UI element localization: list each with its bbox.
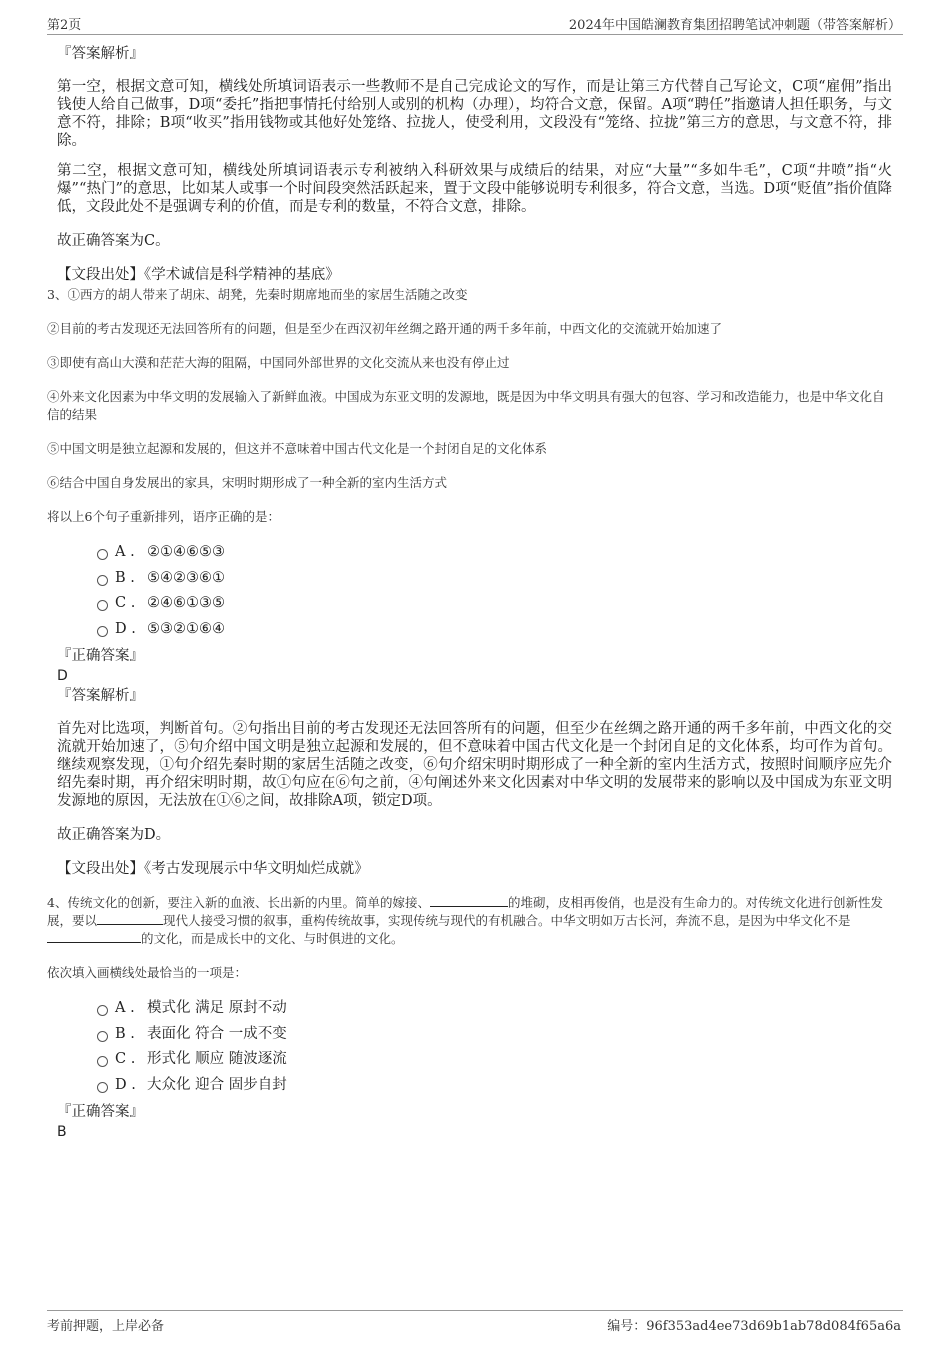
q4-option-c[interactable] xyxy=(97,1047,892,1073)
option-letter: C . xyxy=(115,595,136,611)
radio-icon[interactable] xyxy=(97,1056,108,1067)
radio-icon[interactable] xyxy=(97,1005,108,1016)
radio-icon[interactable] xyxy=(97,1082,108,1093)
q3-answer: D xyxy=(57,668,68,684)
q3-option-c[interactable] xyxy=(97,591,892,617)
document-body xyxy=(47,44,892,1142)
option-letter: B . xyxy=(115,569,135,586)
option-text: ⑤③②①⑥④ xyxy=(147,620,225,637)
radio-icon[interactable] xyxy=(97,600,108,611)
option-letter: A . xyxy=(115,1000,135,1016)
option-letter: D . xyxy=(115,1076,136,1093)
page-header xyxy=(47,12,903,35)
q4-blank-3[interactable] xyxy=(47,930,141,943)
q4-blank-2[interactable] xyxy=(97,912,163,925)
radio-icon[interactable] xyxy=(97,626,108,637)
q3-line: ④外来文化因素为中华文明的发展输入了新鲜血液。中国成为东亚文明的发源地，既是因为中华文明具有强大的包容、学习和改造能力，也是中华文化自信的结果 xyxy=(47,389,885,422)
q3-analysis-label: 『答案解析』 xyxy=(57,688,144,704)
option-text: 大众化 迎合 固步自封 xyxy=(147,1076,287,1093)
q4-answer-label: 『正确答案』 xyxy=(57,1104,144,1120)
option-text: ②①④⑥⑤③ xyxy=(147,544,225,560)
q4-text-d: 的文化，而是成长中的文化、与时俱进的文化。 xyxy=(141,931,404,946)
q3-conclusion: 故正确答案为D。 xyxy=(57,827,171,843)
document-id: 编号：96f353ad4ee73d69b1ab78d084f65a6a xyxy=(607,1319,901,1334)
option-text: ⑤④②③⑥① xyxy=(147,569,225,586)
q3-option-d[interactable] xyxy=(97,617,892,643)
option-text: 形式化 顺应 随波逐流 xyxy=(147,1051,287,1067)
page-number: 第2页 xyxy=(47,18,82,33)
option-text: 模式化 满足 原封不动 xyxy=(147,1000,287,1016)
q3-option-b[interactable] xyxy=(97,566,892,592)
q4-question xyxy=(47,894,892,948)
q4-answer: B xyxy=(57,1124,67,1140)
radio-icon[interactable] xyxy=(97,549,108,560)
option-letter: C . xyxy=(115,1051,136,1067)
radio-icon[interactable] xyxy=(97,575,108,586)
option-text: 表面化 符合 一成不变 xyxy=(147,1025,287,1042)
q3-line: ②目前的考古发现还无法回答所有的问题，但是至少在西汉初年丝绸之路开通的两千多年前，中西文化的交流就开始加速了 xyxy=(47,321,723,336)
option-letter: B . xyxy=(115,1025,135,1042)
q3-analysis: 首先对比选项，判断首句。②句指出目前的考古发现还无法回答所有的问题，但至少在丝绸之路开通的两千多年前，中西文化的交流就开始加速了，⑤句介绍中国文明是独立起源和发展的，但不意味着中国古代文化是一个封闭自足的文化体系，均可作为首句。继续观察发现，①句介绍先秦时期的家居生活随之改变，⑥句介绍宋明时期形成了一种全新的室内生活方式，按照时间顺序应先介绍先秦时期，再介绍宋明时期，故①句应在⑥句之前，④句阐述外来文化因素对中华文明的发展带来的影响以及中国成为东亚文明发源地的原因，无法放在①⑥之间，故排除A项，锁定D项。 xyxy=(57,721,892,809)
q4-text-b: 的堆砌，皮相再俊俏，也是没有生命力的。对传统文化进行创新性发展，要以 xyxy=(47,895,883,928)
q2-analysis-label: 『答案解析』 xyxy=(57,46,144,62)
q4-option-d[interactable] xyxy=(97,1073,892,1099)
q3-options xyxy=(97,540,892,642)
q4-prompt: 依次填入画横线处最恰当的一项是： xyxy=(47,965,248,980)
q2-analysis-para2: 第二空，根据文意可知，横线处所填词语表示专利被纳入科研效果与成绩后的结果，对应“大量”“多如牛毛”，C项“井喷”指“火爆”“热门”的意思，比如某人或事一个时间段突然活跃起来，置于文段中能够说明专利很多，符合文意，当选。D项“贬值”指价值降低，文段此处不是强调专利的价值，而是专利的数量，不符合文意，排除。 xyxy=(57,163,892,215)
q4-option-a[interactable] xyxy=(97,996,892,1022)
option-letter: A . xyxy=(115,544,135,560)
q2-analysis-para1: 第一空，根据文意可知，横线处所填词语表示一些教师不是自己完成论文的写作，而是让第三方代替自己写论文，C项“雇佣”指出钱使人给自己做事，D项“委托”指把事情托付给别人或别的机构（办理），均符合文意，保留。A项“聘任”指邀请人担任职务，与文意不符，排除；B项“收买”指用钱物或其他好处笼络、拉拢人，使受利用，文段没有“笼络、拉拢”第三方的意思，与文意不符，排除。 xyxy=(57,79,892,149)
q3-line: ⑥结合中国自身发展出的家具，宋明时期形成了一种全新的室内生活方式 xyxy=(47,475,448,490)
q3-option-a[interactable] xyxy=(97,540,892,566)
q4-text-c: 现代人接受习惯的叙事，重构传统故事，实现传统与现代的有机融合。中华文明如万古长河，奔流不息，是因为中华文化不是 xyxy=(163,913,851,928)
q3-line: 3、①西方的胡人带来了胡床、胡凳，先秦时期席地而坐的家居生活随之改变 xyxy=(47,287,468,302)
q3-source: 【文段出处】《考古发现展示中华文明灿烂成就》 xyxy=(57,861,369,877)
q4-blank-1[interactable] xyxy=(430,894,508,907)
q2-conclusion: 故正确答案为C。 xyxy=(57,233,170,249)
option-letter: D . xyxy=(115,620,136,637)
q3-line: ⑤中国文明是独立起源和发展的，但这并不意味着中国古代文化是一个封闭自足的文化体系 xyxy=(47,441,548,456)
document-title: 2024年中国皓澜教育集团招聘笔试冲刺题（带答案解析） xyxy=(568,18,901,33)
page-footer xyxy=(47,1310,903,1335)
option-text: ②④⑥①③⑤ xyxy=(147,595,225,611)
q4-text-a: 4、传统文化的创新，要注入新的血液、长出新的内里。简单的嫁接、 xyxy=(47,895,430,910)
footer-slogan: 考前押题，上岸必备 xyxy=(47,1319,165,1334)
q3-answer-label: 『正确答案』 xyxy=(57,648,144,664)
q2-source: 【文段出处】《学术诚信是科学精神的基底》 xyxy=(57,267,340,283)
q3-question xyxy=(47,286,892,526)
q3-line: ③即使有高山大漠和茫茫大海的阻隔，中国同外部世界的文化交流从来也没有停止过 xyxy=(47,355,510,370)
q4-option-b[interactable] xyxy=(97,1022,892,1048)
q4-options xyxy=(97,996,892,1098)
q3-prompt: 将以上6个句子重新排列，语序正确的是： xyxy=(47,509,280,524)
radio-icon[interactable] xyxy=(97,1031,108,1042)
